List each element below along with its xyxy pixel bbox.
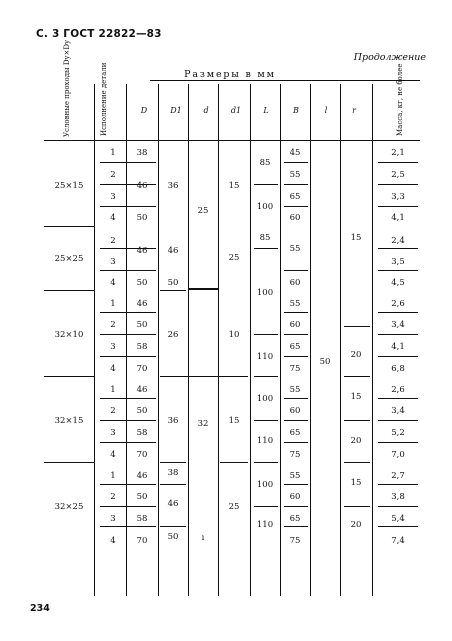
group-rule <box>44 462 94 463</box>
d1-cell: 10 <box>228 330 240 340</box>
B-cell: 75 <box>289 450 301 460</box>
mass-cell: 2,7 <box>391 471 405 481</box>
mass-cell: 6,8 <box>391 364 405 374</box>
L-cell: 100 <box>256 288 274 298</box>
D1-cell: 38 <box>167 468 179 478</box>
variant-cell: 2 <box>110 406 116 416</box>
r-cell: 15 <box>350 478 362 488</box>
D-cell: 50 <box>136 492 148 502</box>
B-cell: 65 <box>289 514 301 524</box>
d1-cell: 15 <box>228 181 240 191</box>
B-cell: 60 <box>289 278 301 288</box>
variant-cell: 1 <box>110 148 116 158</box>
row-rule <box>378 420 418 421</box>
row-rule <box>378 162 418 163</box>
row-rule <box>284 270 308 271</box>
B-cell: 55 <box>289 170 301 180</box>
table-top-rule <box>150 80 420 81</box>
r-cell: 15 <box>350 233 362 243</box>
l-cell: 50 <box>319 357 331 367</box>
row-rule <box>284 206 308 207</box>
mass-cell: 3,3 <box>391 192 405 202</box>
col-rule <box>372 84 373 596</box>
B-cell: 55 <box>289 385 301 395</box>
col-rule <box>218 84 219 596</box>
row-rule <box>344 326 370 327</box>
B-cell: 60 <box>289 320 301 330</box>
mass-cell: 7,4 <box>391 536 405 546</box>
col-rule <box>310 84 311 596</box>
variant-cell: 1 <box>110 471 116 481</box>
D-cell: 46 <box>136 181 148 191</box>
page-number: 234 <box>30 603 50 614</box>
D-cell: 58 <box>136 342 148 352</box>
row-rule <box>344 376 370 377</box>
row-rule <box>284 334 308 335</box>
B-cell: 55 <box>289 244 301 254</box>
variant-cell: 1 <box>110 385 116 395</box>
row-rule <box>254 184 278 185</box>
group-label: 25×15 <box>54 181 84 191</box>
B-cell: 45 <box>289 148 301 158</box>
header-L: L <box>263 106 269 115</box>
L-cell: 100 <box>256 394 274 404</box>
r-cell: 20 <box>350 436 362 446</box>
mass-cell: 7,0 <box>391 450 405 460</box>
header-nominal: Условные проходы Dу×Dу <box>63 39 71 137</box>
L-cell: 100 <box>256 202 274 212</box>
mass-cell: 3,8 <box>391 492 405 502</box>
d-cell: 25 <box>197 206 209 216</box>
row-rule <box>100 356 156 357</box>
B-cell: 60 <box>289 492 301 502</box>
row-rule <box>100 270 156 271</box>
D-cell: 38 <box>136 148 148 158</box>
D1-cell: 50 <box>167 278 179 288</box>
group-rule <box>44 226 94 227</box>
row-rule <box>378 312 418 313</box>
L-cell: 100 <box>256 480 274 490</box>
D-cell: 46 <box>136 385 148 395</box>
row-rule <box>100 442 156 443</box>
B-cell: 75 <box>289 364 301 374</box>
row-rule <box>160 290 186 291</box>
D1-cell: 36 <box>167 181 179 191</box>
B-cell: 60 <box>289 213 301 223</box>
group-label: 25×25 <box>54 254 84 264</box>
col-rule <box>126 84 127 596</box>
r-cell: 15 <box>350 392 362 402</box>
mass-cell: 2,6 <box>391 299 405 309</box>
row-rule <box>254 420 278 421</box>
L-cell: 110 <box>256 352 274 362</box>
row-rule <box>160 526 186 527</box>
row-rule <box>100 206 156 207</box>
group-label: 32×10 <box>54 330 84 340</box>
variant-cell: 2 <box>110 320 116 330</box>
variant-cell: 1 <box>110 299 116 309</box>
variant-cell: 2 <box>110 492 116 502</box>
row-rule <box>160 462 186 463</box>
row-rule <box>284 184 308 185</box>
header-B: B <box>293 106 299 115</box>
row-rule <box>284 356 308 357</box>
D-cell: 70 <box>136 536 148 546</box>
B-cell: 55 <box>289 471 301 481</box>
row-rule <box>378 356 418 357</box>
row-rule <box>100 162 156 163</box>
row-rule <box>284 506 308 507</box>
row-rule <box>378 206 418 207</box>
variant-cell: 3 <box>110 192 116 202</box>
col-rule <box>158 84 159 596</box>
mass-cell: 5,2 <box>391 428 405 438</box>
D-cell: 50 <box>136 320 148 330</box>
D-cell: 46 <box>136 471 148 481</box>
row-rule <box>284 398 308 399</box>
col-rule <box>188 84 189 596</box>
variant-cell: 4 <box>110 278 116 288</box>
header-D: D <box>140 106 148 115</box>
D1-cell: 36 <box>167 416 179 426</box>
r-cell: 20 <box>350 350 362 360</box>
row-rule <box>378 506 418 507</box>
r-cell: 20 <box>350 520 362 530</box>
sizes-title: Размеры в мм <box>184 69 276 80</box>
row-rule <box>100 334 156 335</box>
row-rule <box>378 184 418 185</box>
variant-cell: 3 <box>110 514 116 524</box>
header-variant: Исполнение детали <box>100 62 108 136</box>
row-rule <box>378 270 418 271</box>
mass-cell: 2,5 <box>391 170 405 180</box>
row-rule <box>100 398 156 399</box>
B-cell: 75 <box>289 536 301 546</box>
variant-cell: 3 <box>110 257 116 267</box>
row-rule <box>344 462 370 463</box>
group-rule <box>44 376 94 377</box>
D-cell: 50 <box>136 278 148 288</box>
D-cell: 50 <box>136 406 148 416</box>
row-rule <box>378 248 418 249</box>
row-rule <box>220 462 248 463</box>
D1-cell: 46 <box>167 499 179 509</box>
row-rule <box>100 506 156 507</box>
d1-cell: 25 <box>228 502 240 512</box>
mass-cell: 4,1 <box>391 213 405 223</box>
variant-cell: 3 <box>110 428 116 438</box>
mass-cell: 2,4 <box>391 236 405 246</box>
L-cell: 110 <box>256 436 274 446</box>
B-cell: 65 <box>289 192 301 202</box>
variant-cell: 2 <box>110 170 116 180</box>
D-cell: 58 <box>136 428 148 438</box>
mass-cell: 4,5 <box>391 278 405 288</box>
row-rule <box>284 162 308 163</box>
L-cell: 85 <box>259 233 271 243</box>
row-rule <box>284 442 308 443</box>
d1-cell: 25 <box>228 253 240 263</box>
mass-cell: 2,6 <box>391 385 405 395</box>
D-cell: 46 <box>136 246 148 256</box>
header-l: l <box>324 106 328 115</box>
header-r: r <box>352 106 356 115</box>
D-cell: 70 <box>136 364 148 374</box>
variant-cell: 2 <box>110 236 116 246</box>
row-rule <box>254 462 278 463</box>
d1-cell: 15 <box>228 416 240 426</box>
d-cell: 32 <box>197 419 209 429</box>
D-cell: 70 <box>136 450 148 460</box>
row-rule <box>254 334 278 335</box>
mass-cell: 5,4 <box>391 514 405 524</box>
row-rule <box>100 484 156 485</box>
D1-cell: 46 <box>167 246 179 256</box>
row-rule <box>100 526 156 527</box>
row-rule <box>100 420 156 421</box>
row-rule <box>378 334 418 335</box>
header-d: d <box>203 106 209 115</box>
row-rule <box>344 420 370 421</box>
row-rule <box>378 526 418 527</box>
standard-code: С. 3 ГОСТ 22822—83 <box>36 28 162 40</box>
row-rule <box>188 288 218 290</box>
L-cell: 85 <box>259 158 271 168</box>
row-rule <box>284 312 308 313</box>
row-rule <box>284 484 308 485</box>
row-rule <box>254 248 278 249</box>
row-rule <box>378 398 418 399</box>
B-cell: 65 <box>289 428 301 438</box>
variant-cell: 4 <box>110 364 116 374</box>
L-cell: 110 <box>256 520 274 530</box>
header-bottom-rule <box>44 140 420 141</box>
row-rule <box>160 376 248 377</box>
row-rule <box>254 506 278 507</box>
mass-cell: 3,4 <box>391 406 405 416</box>
D-cell: 50 <box>136 213 148 223</box>
row-rule <box>378 484 418 485</box>
row-rule <box>284 420 308 421</box>
row-rule <box>254 376 278 377</box>
row-rule <box>378 442 418 443</box>
variant-cell: 3 <box>110 342 116 352</box>
mass-cell: 3,5 <box>391 257 405 267</box>
B-cell: 65 <box>289 342 301 352</box>
D-cell: 58 <box>136 514 148 524</box>
mass-cell: 4,1 <box>391 342 405 352</box>
header-mass: Масса, кг, не более <box>396 63 404 136</box>
D1-cell: 50 <box>167 532 179 542</box>
B-cell: 60 <box>289 406 301 416</box>
row-rule <box>344 506 370 507</box>
group-label: 32×15 <box>54 416 84 426</box>
row-rule <box>160 484 186 485</box>
header-d1: d1 <box>230 106 242 115</box>
D1-cell: 26 <box>167 330 179 340</box>
continued-label: Продолжение <box>353 52 426 63</box>
mass-cell: 3,4 <box>391 320 405 330</box>
row-rule <box>100 312 156 313</box>
B-cell: 55 <box>289 299 301 309</box>
variant-cell: 4 <box>110 450 116 460</box>
variant-cell: 4 <box>110 536 116 546</box>
D-cell: 46 <box>136 299 148 309</box>
mass-cell: 2,1 <box>391 148 405 158</box>
variant-cell: 4 <box>110 213 116 223</box>
group-rule <box>44 290 94 291</box>
row-rule <box>284 526 308 527</box>
header-D1: D1 <box>170 106 182 115</box>
group-label: 32×25 <box>54 502 84 512</box>
d-mark: ı <box>201 533 205 543</box>
col-rule <box>94 84 95 596</box>
